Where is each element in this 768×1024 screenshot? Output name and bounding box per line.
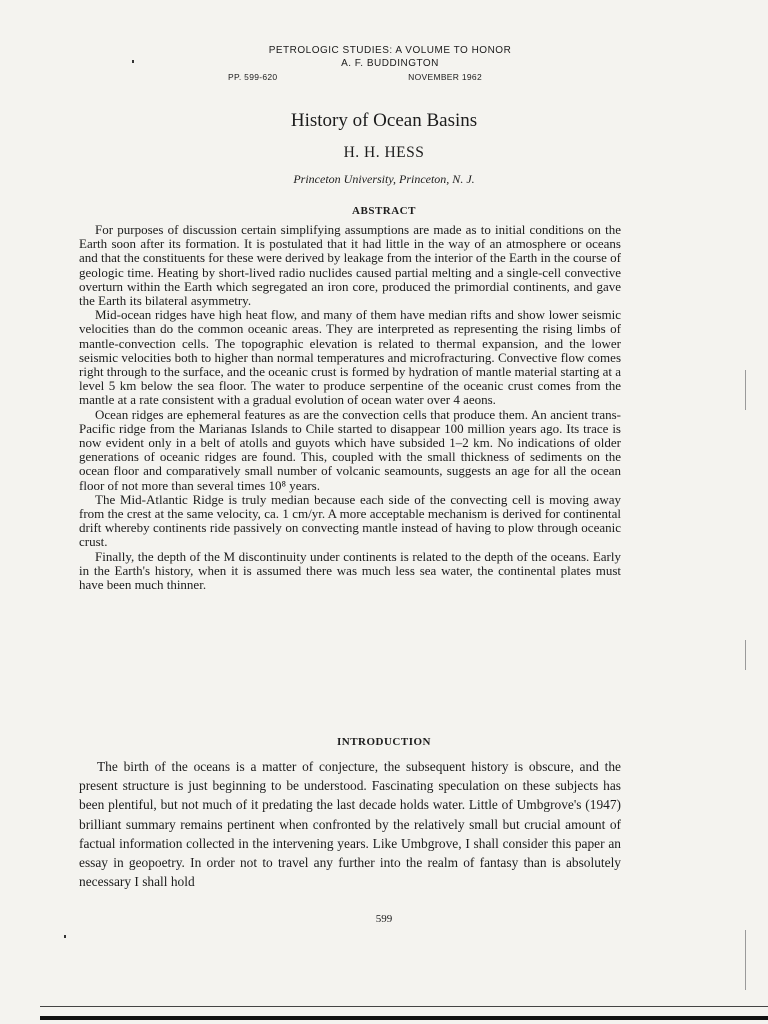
introduction-body [79, 757, 621, 891]
honoree-name: A. F. BUDDINGTON [341, 58, 439, 69]
abstract-paragraph: The Mid-Atlantic Ridge is truly median because each side of the convecting cell is moving away from the crest at the same velocity, ca. 1 cm/yr. A more acceptable mechanism is derived for continental drift whereby continents ride passively on convecting mantle instead of having to plow through oceanic crust. [79, 491, 621, 550]
scan-speck [132, 60, 134, 63]
page-range: PP. 599-620 [228, 72, 278, 82]
abstract-paragraph: Ocean ridges are ephemeral features as are the convection cells that produce them. An ancient trans-Pacific ridge from the Marianas Islands to Chile started to disappear 100 million years ago. Its trace is now evident only in a belt of atolls and guyots which have subsided 1–2 km. No indications of older generations of oceanic ridges are found. This, coupled with the small thickness of sediments on the ocean floor and comparatively small number of volcanic seamounts, suggests an age for all the ocean floor of not more than several times 10⁸ years. [79, 406, 621, 493]
abstract-heading: ABSTRACT [352, 205, 416, 217]
abstract-paragraph: Mid-ocean ridges have high heat flow, and many of them have median rifts and show lower seismic velocities than do the common oceanic areas. They are interpreted as representing the rising limbs of mantle-convection cells. The topographic elevation is related to thermal expansion, and the lower seismic velocities both to higher than normal temperatures and microfracturing. Convective flow comes right through to the surface, and the oceanic crust is formed by hydration of mantle material starting at a level 5 km below the sea floor. The water to produce serpentine of the oceanic crust comes from the mantle at a rate consistent with a gradual evolution of ocean water over 4 aeons. [79, 307, 621, 408]
scan-bottom-bar [40, 1016, 768, 1020]
abstract-body [79, 223, 621, 592]
page-number: 599 [375, 913, 393, 925]
scan-bottom-rule [40, 1006, 768, 1007]
introduction-paragraph: The birth of the oceans is a matter of conjecture, the subsequent history is obscure, and the present structure is just beginning to be understood. Fascinating speculation on these subjects has been plentiful, but not much of it predating the last decade holds water. Little of Umbgrove's (1947) brilliant summary remains pertinent when confronted by the relatively small but crucial amount of factual information collected in the intervening years. Like Umbgrove, I shall consider this paper an essay in geopoetry. In order not to travel any further into the realm of fantasy than is absolutely necessary I shall hold [79, 759, 621, 890]
author-name: H. H. HESS [343, 144, 425, 161]
series-header [190, 44, 590, 70]
header-meta [228, 72, 482, 82]
scan-edge-mark [745, 640, 746, 670]
scan-speck [64, 935, 66, 938]
abstract-paragraph: For purposes of discussion certain simplifying assumptions are made as to initial conditions on the Earth soon after its formation. It is postulated that it had little in the way of an atmosphere or oceans and that the constituents for these were derived by leakage from the interior of the Earth in the course of geologic time. Heating by short-lived radio nuclides caused partial melting and a single-cell convective overturn within the Earth which segregated an iron core, produced the primordial continents, and gave the Earth its bilateral asymmetry. [79, 222, 621, 309]
author-affiliation: Princeton University, Princeton, N. J. [293, 172, 475, 186]
series-title: PETROLOGIC STUDIES: A VOLUME TO HONOR [268, 45, 512, 56]
abstract-paragraph: Finally, the depth of the M discontinuity under continents is related to the depth of the oceans. Early in the Earth's history, when it is assumed there was much less sea water, the continental plates must have been much thinner. [79, 548, 621, 593]
introduction-heading: INTRODUCTION [336, 736, 431, 748]
scan-edge-mark [745, 930, 746, 990]
scan-edge-mark [745, 370, 746, 410]
paper-title: History of Ocean Basins [290, 110, 478, 131]
publication-date: NOVEMBER 1962 [408, 72, 482, 82]
